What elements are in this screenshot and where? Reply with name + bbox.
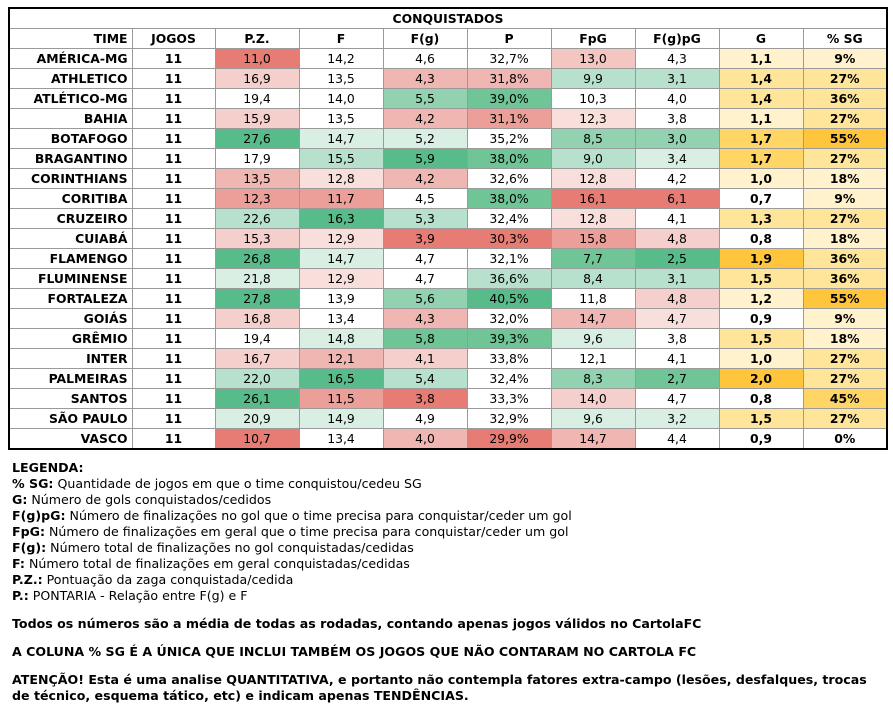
cell-pz: 11,0 — [215, 49, 299, 69]
legend-desc: Número de finalizações em geral que o time precisa para conquistar/ceder um gol — [45, 524, 569, 539]
cell-team: AMÉRICA-MG — [9, 49, 132, 69]
cell-fg: 4,6 — [383, 49, 467, 69]
table-row — [9, 369, 887, 389]
cell-f: 13,9 — [299, 289, 383, 309]
cell-p: 31,1% — [467, 109, 551, 129]
cell-f: 15,5 — [299, 149, 383, 169]
cell-games: 11 — [132, 149, 215, 169]
cell-team: FLUMINENSE — [9, 269, 132, 289]
cell-g: 0,9 — [719, 309, 803, 329]
cell-games: 11 — [132, 369, 215, 389]
cell-fg: 4,3 — [383, 69, 467, 89]
legend-items — [12, 476, 882, 604]
header-team: TIME — [9, 29, 132, 49]
legend-desc: Número total de finalizações em geral conquistadas/cedidas — [24, 556, 410, 571]
cell-f: 13,5 — [299, 69, 383, 89]
cell-fgpg: 3,8 — [635, 109, 719, 129]
cell-fg: 5,4 — [383, 369, 467, 389]
legend-term: F(g)pG: — [12, 508, 66, 523]
cell-fpg: 10,3 — [551, 89, 635, 109]
table-row — [9, 149, 887, 169]
cell-fg: 4,0 — [383, 429, 467, 450]
legend-term: FpG: — [12, 524, 45, 539]
table-row — [9, 229, 887, 249]
cell-sg: 27% — [803, 369, 887, 389]
cell-fpg: 8,4 — [551, 269, 635, 289]
cell-pz: 21,8 — [215, 269, 299, 289]
legend-item — [12, 476, 882, 492]
cell-f: 14,7 — [299, 129, 383, 149]
cell-g: 1,7 — [719, 129, 803, 149]
table-row — [9, 289, 887, 309]
cell-f: 13,4 — [299, 429, 383, 450]
cell-fpg: 14,7 — [551, 429, 635, 450]
cell-team: BAHIA — [9, 109, 132, 129]
cell-fg: 4,7 — [383, 249, 467, 269]
stats-table — [8, 7, 888, 450]
cell-g: 1,7 — [719, 149, 803, 169]
cell-fpg: 12,3 — [551, 109, 635, 129]
table-row — [9, 69, 887, 89]
cell-sg: 36% — [803, 269, 887, 289]
cell-fg: 5,9 — [383, 149, 467, 169]
cell-p: 38,0% — [467, 189, 551, 209]
cell-fg: 4,5 — [383, 189, 467, 209]
cell-sg: 45% — [803, 389, 887, 409]
cell-f: 12,9 — [299, 269, 383, 289]
cell-pz: 26,1 — [215, 389, 299, 409]
table-row — [9, 429, 887, 450]
header-fpg: FpG — [551, 29, 635, 49]
cell-pz: 13,5 — [215, 169, 299, 189]
cell-fgpg: 4,8 — [635, 229, 719, 249]
cell-f: 11,7 — [299, 189, 383, 209]
cell-fg: 5,5 — [383, 89, 467, 109]
cell-sg: 0% — [803, 429, 887, 450]
cell-fg: 3,9 — [383, 229, 467, 249]
cell-pz: 12,3 — [215, 189, 299, 209]
table-row — [9, 409, 887, 429]
cell-pz: 19,4 — [215, 89, 299, 109]
cell-fpg: 8,5 — [551, 129, 635, 149]
cell-team: PALMEIRAS — [9, 369, 132, 389]
cell-team: SANTOS — [9, 389, 132, 409]
cell-games: 11 — [132, 189, 215, 209]
note-averages: Todos os números são a média de todas as rodadas, contando apenas jogos válidos no CartolaFC — [12, 616, 702, 631]
cell-pz: 22,6 — [215, 209, 299, 229]
table-row — [9, 269, 887, 289]
cell-fg: 5,8 — [383, 329, 467, 349]
cell-p: 29,9% — [467, 429, 551, 450]
cell-fpg: 14,0 — [551, 389, 635, 409]
cell-fgpg: 2,5 — [635, 249, 719, 269]
cell-fgpg: 2,7 — [635, 369, 719, 389]
cell-g: 1,0 — [719, 349, 803, 369]
table-row — [9, 89, 887, 109]
legend-desc: Número total de finalizações no gol conquistadas/cedidas — [46, 540, 414, 555]
cell-sg: 55% — [803, 289, 887, 309]
cell-g: 0,9 — [719, 429, 803, 450]
cell-team: SÃO PAULO — [9, 409, 132, 429]
table-row — [9, 329, 887, 349]
legend-desc: Número de gols conquistados/cedidos — [27, 492, 272, 507]
cell-g: 1,4 — [719, 89, 803, 109]
legend-item — [12, 540, 882, 556]
cell-p: 38,0% — [467, 149, 551, 169]
header-f: F — [299, 29, 383, 49]
cell-f: 13,4 — [299, 309, 383, 329]
cell-games: 11 — [132, 89, 215, 109]
header-pz: P.Z. — [215, 29, 299, 49]
cell-fgpg: 4,8 — [635, 289, 719, 309]
cell-p: 33,8% — [467, 349, 551, 369]
cell-pz: 16,8 — [215, 309, 299, 329]
cell-fgpg: 4,4 — [635, 429, 719, 450]
cell-pz: 15,3 — [215, 229, 299, 249]
cell-p: 32,0% — [467, 309, 551, 329]
cell-p: 35,2% — [467, 129, 551, 149]
legend-item — [12, 588, 882, 604]
cell-pz: 16,7 — [215, 349, 299, 369]
cell-team: BRAGANTINO — [9, 149, 132, 169]
cell-fpg: 9,0 — [551, 149, 635, 169]
cell-fg: 4,9 — [383, 409, 467, 429]
cell-games: 11 — [132, 409, 215, 429]
cell-fpg: 12,1 — [551, 349, 635, 369]
cell-p: 39,0% — [467, 89, 551, 109]
legend-term: G: — [12, 492, 28, 507]
cell-g: 1,1 — [719, 109, 803, 129]
cell-team: CORINTHIANS — [9, 169, 132, 189]
cell-sg: 55% — [803, 129, 887, 149]
cell-p: 31,8% — [467, 69, 551, 89]
cell-games: 11 — [132, 389, 215, 409]
cell-fgpg: 6,1 — [635, 189, 719, 209]
cell-f: 12,8 — [299, 169, 383, 189]
cell-f: 13,5 — [299, 109, 383, 129]
cell-g: 0,8 — [719, 389, 803, 409]
cell-fpg: 8,3 — [551, 369, 635, 389]
cell-fg: 4,2 — [383, 169, 467, 189]
cell-fpg: 12,8 — [551, 169, 635, 189]
cell-games: 11 — [132, 289, 215, 309]
cell-games: 11 — [132, 309, 215, 329]
cell-fgpg: 3,2 — [635, 409, 719, 429]
cell-games: 11 — [132, 129, 215, 149]
legend-term: F(g): — [12, 540, 47, 555]
legend-item — [12, 572, 882, 588]
legend-term: % SG: — [12, 476, 54, 491]
cell-g: 1,0 — [719, 169, 803, 189]
cell-pz: 10,7 — [215, 429, 299, 450]
cell-fgpg: 4,1 — [635, 209, 719, 229]
cell-pz: 20,9 — [215, 409, 299, 429]
cell-fpg: 16,1 — [551, 189, 635, 209]
cell-p: 32,7% — [467, 49, 551, 69]
cell-fpg: 7,7 — [551, 249, 635, 269]
cell-f: 16,5 — [299, 369, 383, 389]
cell-p: 40,5% — [467, 289, 551, 309]
legend-desc: PONTARIA - Relação entre F(g) e F — [28, 588, 248, 603]
cell-sg: 18% — [803, 329, 887, 349]
table-title: CONQUISTADOS — [9, 8, 887, 29]
cell-fgpg: 3,1 — [635, 69, 719, 89]
cell-f: 12,1 — [299, 349, 383, 369]
cell-sg: 27% — [803, 349, 887, 369]
cell-pz: 16,9 — [215, 69, 299, 89]
cell-fpg: 14,7 — [551, 309, 635, 329]
header-fg: F(g) — [383, 29, 467, 49]
cell-fpg: 11,8 — [551, 289, 635, 309]
cell-p: 33,3% — [467, 389, 551, 409]
cell-g: 0,7 — [719, 189, 803, 209]
table-row — [9, 49, 887, 69]
cell-f: 14,2 — [299, 49, 383, 69]
cell-fgpg: 3,8 — [635, 329, 719, 349]
table-row — [9, 209, 887, 229]
table-row — [9, 109, 887, 129]
legend-term: P.Z.: — [12, 572, 43, 587]
cell-sg: 9% — [803, 189, 887, 209]
table-row — [9, 169, 887, 189]
cell-fpg: 9,9 — [551, 69, 635, 89]
cell-team: ATLÉTICO-MG — [9, 89, 132, 109]
cell-games: 11 — [132, 249, 215, 269]
cell-games: 11 — [132, 209, 215, 229]
cell-pz: 19,4 — [215, 329, 299, 349]
table-row — [9, 249, 887, 269]
cell-fgpg: 4,7 — [635, 309, 719, 329]
cell-pz: 27,6 — [215, 129, 299, 149]
table-row — [9, 189, 887, 209]
cell-fpg: 9,6 — [551, 329, 635, 349]
cell-p: 32,6% — [467, 169, 551, 189]
cell-fgpg: 4,3 — [635, 49, 719, 69]
cell-p: 30,3% — [467, 229, 551, 249]
cell-g: 1,9 — [719, 249, 803, 269]
cell-fg: 5,6 — [383, 289, 467, 309]
cell-g: 1,5 — [719, 329, 803, 349]
cell-team: GOIÁS — [9, 309, 132, 329]
note-sg-column: A COLUNA % SG É A ÚNICA QUE INCLUI TAMBÉM OS JOGOS QUE NÃO CONTARAM NO CARTOLA FC — [12, 644, 697, 659]
cell-team: GRÊMIO — [9, 329, 132, 349]
legend-desc: Quantidade de jogos em que o time conquistou/cedeu SG — [53, 476, 422, 491]
legend-item — [12, 524, 882, 540]
cell-games: 11 — [132, 69, 215, 89]
cell-sg: 27% — [803, 209, 887, 229]
cell-sg: 27% — [803, 69, 887, 89]
cell-games: 11 — [132, 49, 215, 69]
cell-sg: 18% — [803, 229, 887, 249]
cell-fpg: 9,6 — [551, 409, 635, 429]
header-fgpg: F(g)pG — [635, 29, 719, 49]
cell-fgpg: 4,0 — [635, 89, 719, 109]
cell-sg: 9% — [803, 309, 887, 329]
cell-g: 1,3 — [719, 209, 803, 229]
cell-g: 2,0 — [719, 369, 803, 389]
cell-games: 11 — [132, 269, 215, 289]
cell-p: 32,1% — [467, 249, 551, 269]
cell-f: 14,7 — [299, 249, 383, 269]
cell-sg: 18% — [803, 169, 887, 189]
cell-pz: 22,0 — [215, 369, 299, 389]
cell-fgpg: 4,2 — [635, 169, 719, 189]
cell-p: 36,6% — [467, 269, 551, 289]
legend-title: LEGENDA: — [12, 460, 84, 475]
legend-term: F: — [12, 556, 25, 571]
legend-desc: Número de finalizações no gol que o time precisa para conquistar/ceder um gol — [65, 508, 572, 523]
legend-item — [12, 556, 882, 572]
cell-f: 11,5 — [299, 389, 383, 409]
cell-fpg: 13,0 — [551, 49, 635, 69]
cell-games: 11 — [132, 169, 215, 189]
cell-games: 11 — [132, 329, 215, 349]
header-games: JOGOS — [132, 29, 215, 49]
header-g: G — [719, 29, 803, 49]
cell-g: 1,4 — [719, 69, 803, 89]
table-row — [9, 129, 887, 149]
table-row — [9, 389, 887, 409]
cell-sg: 27% — [803, 109, 887, 129]
legend-desc: Pontuação da zaga conquistada/cedida — [42, 572, 294, 587]
cell-p: 32,4% — [467, 209, 551, 229]
cell-fgpg: 3,4 — [635, 149, 719, 169]
cell-games: 11 — [132, 429, 215, 450]
cell-fg: 4,2 — [383, 109, 467, 129]
legend — [12, 460, 882, 704]
cell-fg: 3,8 — [383, 389, 467, 409]
cell-pz: 27,8 — [215, 289, 299, 309]
cell-fpg: 15,8 — [551, 229, 635, 249]
cell-pz: 15,9 — [215, 109, 299, 129]
cell-team: CUIABÁ — [9, 229, 132, 249]
cell-games: 11 — [132, 349, 215, 369]
cell-games: 11 — [132, 109, 215, 129]
cell-team: CORITIBA — [9, 189, 132, 209]
cell-f: 12,9 — [299, 229, 383, 249]
cell-fgpg: 3,1 — [635, 269, 719, 289]
cell-f: 14,8 — [299, 329, 383, 349]
cell-team: ATHLETICO — [9, 69, 132, 89]
cell-fg: 4,1 — [383, 349, 467, 369]
cell-g: 0,8 — [719, 229, 803, 249]
header-sg: % SG — [803, 29, 887, 49]
cell-fg: 4,3 — [383, 309, 467, 329]
cell-team: CRUZEIRO — [9, 209, 132, 229]
cell-g: 1,1 — [719, 49, 803, 69]
cell-team: INTER — [9, 349, 132, 369]
cell-fgpg: 4,1 — [635, 349, 719, 369]
table-body — [9, 49, 887, 450]
cell-f: 14,0 — [299, 89, 383, 109]
header-p: P — [467, 29, 551, 49]
cell-g: 1,5 — [719, 269, 803, 289]
cell-team: FORTALEZA — [9, 289, 132, 309]
cell-g: 1,2 — [719, 289, 803, 309]
cell-games: 11 — [132, 229, 215, 249]
warning-text: ATENÇÃO! Esta é uma analise QUANTITATIVA, e portanto não contempla fatores extra-campo (lesões, desfalques, trocas de técnico, esquema tático, etc) e indicam apenas TENDÊNCIAS. — [12, 672, 867, 703]
cell-sg: 27% — [803, 409, 887, 429]
legend-term: P.: — [12, 588, 29, 603]
cell-fg: 5,2 — [383, 129, 467, 149]
cell-fg: 4,7 — [383, 269, 467, 289]
cell-sg: 9% — [803, 49, 887, 69]
table-row — [9, 309, 887, 329]
cell-fgpg: 4,7 — [635, 389, 719, 409]
table-row — [9, 349, 887, 369]
cell-team: FLAMENGO — [9, 249, 132, 269]
cell-fg: 5,3 — [383, 209, 467, 229]
cell-sg: 27% — [803, 149, 887, 169]
legend-item — [12, 492, 882, 508]
cell-p: 39,3% — [467, 329, 551, 349]
cell-sg: 36% — [803, 249, 887, 269]
cell-f: 14,9 — [299, 409, 383, 429]
cell-pz: 17,9 — [215, 149, 299, 169]
cell-p: 32,4% — [467, 369, 551, 389]
cell-g: 1,5 — [719, 409, 803, 429]
cell-fpg: 12,8 — [551, 209, 635, 229]
cell-sg: 36% — [803, 89, 887, 109]
cell-pz: 26,8 — [215, 249, 299, 269]
legend-item — [12, 508, 882, 524]
header-row — [9, 29, 887, 49]
cell-p: 32,9% — [467, 409, 551, 429]
cell-fgpg: 3,0 — [635, 129, 719, 149]
cell-team: BOTAFOGO — [9, 129, 132, 149]
cell-team: VASCO — [9, 429, 132, 450]
cell-f: 16,3 — [299, 209, 383, 229]
